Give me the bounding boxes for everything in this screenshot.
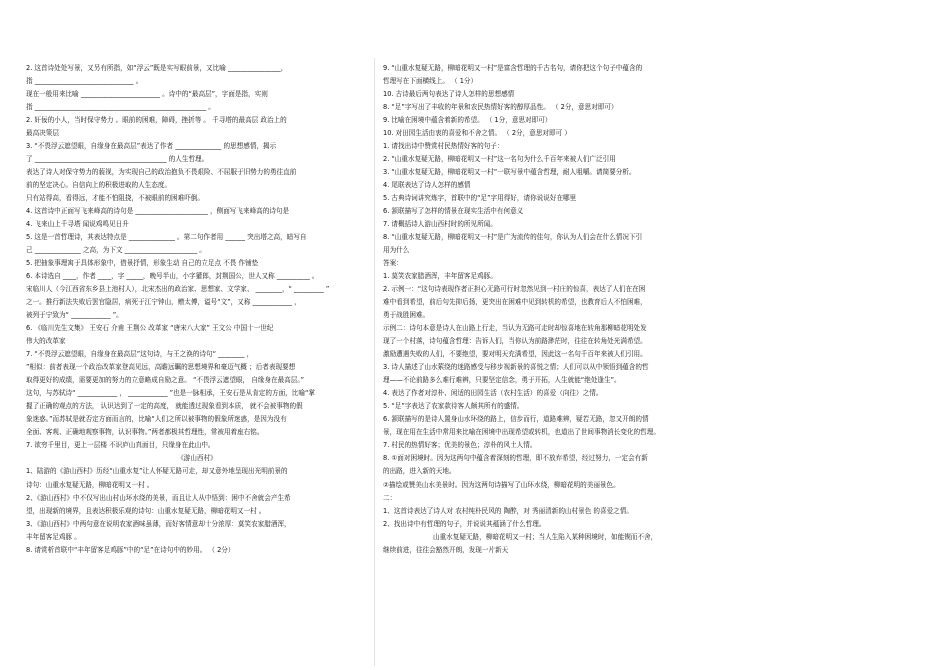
text-line: 4. 表达了作者对淳朴、闲适的田园生活（农村生活）的喜爱（向往）之情。	[383, 389, 603, 398]
text-line: 4. 这首诗中正面写飞来峰高的诗句是 ______________________ ，侧面写飞来峰高的诗句是	[26, 207, 290, 216]
text-line: 现在一般用来比喻 ________________________ 。诗中的“最高层”，字面是指，实则	[26, 90, 268, 99]
text-line: 7. 欲穷千里目，更上一层楼 不识庐山真面目，只缘身在此山中。	[26, 441, 215, 450]
text-line: 激励遭遇失败的人们，不要绝望，要对明天充满希望，因此这一名句千百年来被人们引用。	[383, 350, 647, 359]
text-line: 勇于战胜困难。	[383, 311, 430, 320]
text-line: 理——不论前路多么难行难辨，只要坚定信念，勇于开拓，人生就能“绝处逢生”。	[383, 376, 621, 385]
text-line: 2、找出诗中有哲理的句子，并说说其蕴涵了什么哲理。	[383, 519, 546, 528]
text-line: 8. 请赏析首联中“丰年留客足鸡豚”中的“足”在诗句中的妙用。 （ 2分）	[26, 545, 235, 554]
text-line: 表达了诗人对保守势力的藐视，为实现自己的政治抱负不畏艰险、不屈服于旧势力的勇往直前	[26, 168, 297, 177]
text-line: 示例二：诗句本意是诗人在山路上行走，当认为无路可走时却惊喜地在转角那柳暗花明处发	[383, 324, 647, 333]
text-line: 9. “山重水复疑无路，柳暗花明又一村”是富含哲理的千古名句，请你把这个句子中蕴含的	[383, 64, 643, 72]
text-line: 被列于宁致为“ ____________ ”。	[26, 311, 123, 320]
text-line: 6. 颔联描写了怎样的情景在现实生活中有何意义	[383, 207, 524, 216]
text-line: 象迷惑。”而苏轼是就否定方面而言的，比喻“人们之所以被事物的假象所迷惑，是因为没有	[26, 415, 287, 424]
section-title: 《游山西村》	[177, 454, 217, 463]
text-line: 宋临川人（今江西省东乡县上池村人），北宋杰出的政治家、思想家、文学家、 ________，“ _________ ”	[26, 285, 330, 294]
text-line: 哲理写在下面横线上。 （ 1分）	[383, 77, 478, 86]
text-line: 10. 古诗最后两句表达了诗人怎样的思想感情	[383, 90, 515, 99]
text-line: 6. 本诗选自 ____，作者 ____，字 _____，晚号半山，小字獾郎，封荆国公，世人又称 __________ 。	[26, 272, 319, 281]
text-line: 7. 村民的热情好客；优美的景色；淳朴的风土人情。	[383, 441, 537, 450]
text-line: 8. “足”字写出了丰收的年景和农民热情好客的醇厚品性。 （ 2分，意思对即可）	[383, 103, 618, 112]
column-divider	[374, 58, 375, 666]
text-line: 答案：	[383, 259, 403, 268]
text-line: 1、这首诗表达了诗人对 农村纯朴民风的 陶醉，对 秀丽清新的山村景色 的喜爱之情。	[383, 506, 633, 515]
text-line: 8. “山重水复疑无路，柳暗花明又一村”是广为流传的佳句，你认为人们会在什么情况下引	[383, 233, 643, 242]
text-line: 己 ______________ 之高，为下文 ______________________ 。	[26, 246, 206, 255]
text-line: 3. “山重水复疑无路，柳暗花明又一村”一联写景中蕴含哲理，耐人咀嚼。请简要分析。	[383, 168, 636, 177]
text-line: 4. 飞来山上千寻塔 闻说鸡鸣见日升	[26, 220, 129, 229]
text-line: 6. 颔联描写的是诗人置身山水环绕的路上，信步而行，道路难辨，疑若无路，忽又开朗的情	[383, 415, 649, 424]
text-line: 了 ________________________________________ 的人生哲理。	[26, 155, 209, 164]
text-line: 取得更好的成绩，需要更加的努力的立意略成自励之意。 “不畏浮云遮望眼， 自缘身在最高层。”	[26, 376, 305, 385]
text-line: ②描绘或赞美山水美景时。因为这两句诗描写了山环水绕，柳暗花明的美丽景色。	[383, 480, 620, 489]
text-line: 指 ____________________________________________________ 。	[26, 103, 215, 112]
text-line: 8. ①面对困境时。因为这两句中蕴含着深刻的哲理，即不放弃希望，经过努力，一定会有新	[383, 454, 648, 463]
text-line: ”相似：前者表现一个政治改革家登高见远，高瞻远瞩的思想境界和豪迈气概 ；后者表现要想	[26, 363, 296, 372]
text-line: 2. “山重水复疑无路，柳暗花明又一村”这一名句为什么千百年来被人们广泛引用	[383, 155, 616, 164]
text-line: 5. 古典诗词讲究炼字，首联中的“足”字用得好，请你说说好在哪里	[383, 194, 577, 203]
text-line: 握了正确的观点的方法， 认识达到了一定的高度， 就能透过现象看到本质， 就不会被事物的假	[26, 402, 303, 411]
text-line: 这句，与苏轼诗“ ____________ ， ____________ ”也是一脉相承，王安石是从肯定的方面，比喻“掌	[26, 389, 315, 398]
text-line: 1. 莫笑农家腊酒浑，丰年留客足鸡豚。	[383, 272, 497, 281]
text-line: 2. 这首诗处处写景，又另有所指，如“浮云”既是实写眼前景，又比喻 ________________，	[26, 64, 288, 72]
right-column	[383, 62, 723, 557]
text-line: 丰年留客足鸡豚 。	[26, 532, 81, 541]
text-line: 伟大的改革家	[26, 337, 66, 346]
text-line: 3. “不畏浮云遮望眼，自缘身在最高层”表达了作者 ______________ 的思想感情，揭示	[26, 142, 277, 151]
text-line: 继续前进，往往会豁然开朗，发现一片新天	[383, 545, 509, 554]
text-line: 最高决策层	[26, 129, 59, 138]
text-line: 难中看到希望，前后句先抑后扬，更突出在困难中见到转机的希望，也教育后人不怕困难，	[383, 298, 647, 307]
text-line: 2. 示例一：“这句诗表现作者正担心无路可行时忽然见到一村庄的惊喜，表达了人们在在困	[383, 285, 646, 294]
text-line: 7. 请概括诗人游山西村时的所见所闻。	[383, 220, 497, 229]
text-line: 望，出现新的境界，且表达积极乐观的诗句：山重水复疑无路，柳暗花明又一村 。	[26, 506, 266, 515]
text-line: 1、陆游的《游山西村》历经“山重水复”让人怀疑无路可走，却又意外地呈现出光明前景的	[26, 467, 288, 476]
text-line: 二：	[383, 493, 397, 502]
text-line: 只有站得高，看得远，才能不怕阻挠，不被眼前的困难吓倒。	[26, 194, 205, 203]
text-line: 5. 把抽象事理寓于具体形象中，借景抒情，形象生动 自己的立足点 不畏 作铺垫	[26, 259, 259, 268]
text-line: 现了一个村落，诗句蕴含哲理：告诉人们，当你认为前路渺茫时，往往在转角处光满希望。	[383, 337, 647, 346]
text-line: 2. 奸佞的小人，当时保守势力 。眼前的困难，障碍，挫折等 。 千寻塔的最高层 政治上的	[26, 116, 287, 125]
text-line: 之一。推行新法失败后罢官隐居，病死于江宁钟山，赠太傅，谥号“文”，又称 ____________ ，	[26, 298, 301, 307]
text-line: 全面、客观、正确地观察事物，认识事物。”两者都极其哲理性，常被用着座右铭。	[26, 428, 264, 437]
text-line: 5. “足”字表达了农家款待客人颇其所有的盛情。	[383, 402, 524, 411]
text-line: 前的坚定决心。自信向上的积极进取的人生态度。	[26, 181, 172, 190]
text-line: 6. 《临川先生文集》 王安石 介甫 王荆公 改革家 “唐宋八大家” 王文公 中国十一世纪	[26, 324, 274, 333]
text-line: 4. 尾联表达了诗人怎样的感情	[383, 181, 471, 190]
text-line: 7. “不畏浮云遮望眼，自缘身在最高层”这句诗，与王之涣的诗句“ ________ ，	[26, 350, 254, 359]
text-line: 用为什么	[383, 246, 410, 255]
text-line: 的出路，进入新的天地。	[383, 467, 456, 476]
text-line: 2、《游山西村》中不仅写出山村山环水绕的美景，而且让人从中悟到：困中不舍就会产生希	[26, 493, 291, 502]
text-line: 诗句：山重水复疑无路，柳暗花明又一村 。	[26, 480, 154, 489]
left-column	[26, 62, 368, 557]
text-line: 景，现在用在生活中常用来比喻在困境中出现希望或转机，也道出了世间事物消长变化的哲理。	[383, 428, 660, 437]
text-line: 5. 这是一首哲理诗，其表达特点是 ______________ 。第二句作者用 ______ 突出塔之高，暗写自	[26, 233, 307, 242]
text-line: 1. 请找出诗中赞赏村民热情好客的句子：	[383, 142, 504, 151]
text-line: 9. 比喻在困境中蕴含着新的希望。 （ 1分，意思对即可）	[383, 116, 552, 125]
text-line: 3、《游山西村》中两句意在说明农家酒味虽薄，而好客情意却十分浓厚：莫笑农家腊酒浑，	[26, 519, 291, 528]
text-line: 10. 对田园生活由衷的喜爱和不舍之情。 （ 2分，意思对即可 ）	[383, 129, 571, 138]
text-line: 3. 诗人描述了山水萦绕的迷路感受与移步视新景的喜悦之情；人们可以从中领悟到蕴含的哲	[383, 363, 649, 372]
text-line: 指 ______________________________ 。	[26, 77, 143, 86]
text-line: 山重水复疑无路，柳暗花明又一村；当人生陷入某种困境时，如能锲而不舍，	[433, 532, 658, 541]
